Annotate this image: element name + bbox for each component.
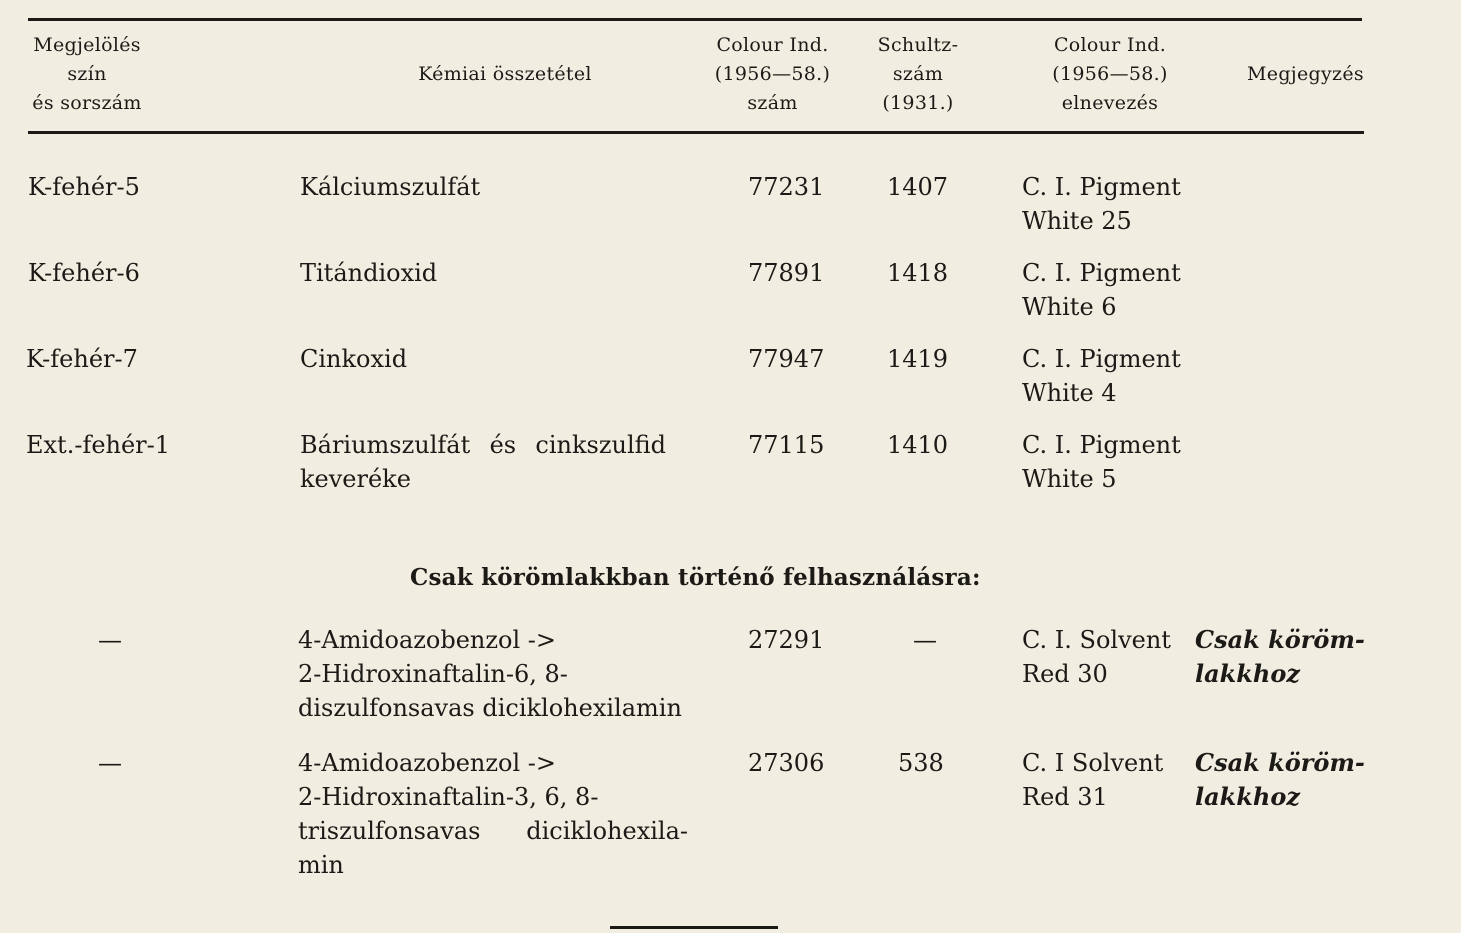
header-line: (1931.) [882, 92, 954, 114]
header-line: és sorszám [32, 92, 142, 114]
remark-line: lakkhoz [1195, 782, 1301, 811]
header-line: Kémiai összetétel [418, 63, 592, 85]
header-schultz [858, 31, 978, 118]
composition-line: Kálciumszulfát [300, 173, 481, 201]
row-1-ci-name [1022, 170, 1181, 238]
row-2-composition [300, 256, 437, 290]
remark-line: Csak köröm- [1195, 625, 1365, 654]
row-3-schultz: 1419 [887, 345, 949, 373]
ci-name-line: Red 31 [1022, 783, 1108, 811]
ci-name-line: C. I. Pigment [1022, 431, 1181, 459]
header-line: elnevezés [1061, 92, 1159, 114]
row-2-ci-name [1022, 256, 1181, 324]
header-ci-number [695, 31, 850, 118]
header-remark [1228, 60, 1383, 89]
composition-line: triszulfonsavas diciklohexila- [298, 817, 688, 845]
ci-name-line: White 5 [1022, 465, 1117, 493]
nail-row-2-composition [298, 746, 688, 882]
header-line: Colour Ind. [1053, 34, 1167, 56]
ci-name-line: White 25 [1022, 207, 1132, 235]
remark-line: Csak köröm- [1195, 748, 1365, 777]
ci-name-line: White 6 [1022, 293, 1117, 321]
row-4-schultz: 1410 [887, 431, 949, 459]
composition-line: 2-Hidroxinaftalin-3, 6, 8- [298, 783, 599, 811]
nail-row-2-schultz: 538 [898, 749, 944, 777]
nail-row-1-composition [298, 623, 682, 725]
composition-line: 2-Hidroxinaftalin-6, 8- [298, 660, 568, 688]
nail-row-2-ci-name [1022, 746, 1163, 814]
nail-row-2-designation: — [98, 749, 122, 777]
header-designation [22, 31, 152, 118]
composition-line: 4-Amidoazobenzol -> [298, 749, 556, 777]
nail-row-1-ci-number: 27291 [748, 626, 825, 654]
row-1-designation: K-fehér-5 [28, 173, 140, 201]
remark-line: lakkhoz [1195, 659, 1301, 688]
row-3-designation: K-fehér-7 [26, 345, 138, 373]
row-3-composition [300, 342, 407, 376]
ci-name-line: C. I. Pigment [1022, 345, 1181, 373]
header-rule [28, 131, 1364, 134]
composition-line: min [298, 851, 344, 879]
header-line: Megjelölés [33, 34, 141, 56]
header-line: Schultz- [877, 34, 959, 56]
bottom-rule [610, 926, 778, 929]
top-rule [28, 18, 1362, 21]
nail-row-1-designation: — [98, 626, 122, 654]
row-2-designation: K-fehér-6 [28, 259, 140, 287]
header-composition [380, 60, 630, 89]
header-line: Megjegyzés [1247, 63, 1364, 85]
row-1-schultz: 1407 [887, 173, 949, 201]
section-title: Csak körömlakkban történő felhasználásra: [410, 564, 981, 591]
header-line: (1956—58.) [1052, 63, 1168, 85]
ci-name-line: White 4 [1022, 379, 1117, 407]
composition-line: keveréke [300, 465, 411, 493]
row-4-ci-number: 77115 [748, 431, 825, 459]
header-line: (1956—58.) [714, 63, 831, 85]
composition-line: Báriumszulfát és cinkszulfid [300, 431, 666, 459]
row-4-ci-name [1022, 428, 1181, 496]
row-1-composition [300, 170, 480, 204]
row-2-ci-number: 77891 [748, 259, 825, 287]
row-1-ci-number: 77231 [748, 173, 825, 201]
nail-row-1-ci-name [1022, 623, 1171, 691]
composition-line: diszulfonsavas diciklohexilamin [298, 694, 682, 722]
header-line: szín [67, 63, 107, 85]
ci-name-line: Red 30 [1022, 660, 1108, 688]
composition-line: Titándioxid [300, 259, 438, 287]
ci-name-line: C. I. Pigment [1022, 173, 1181, 201]
row-4-composition [300, 428, 666, 496]
composition-line: 4-Amidoazobenzol -> [298, 626, 556, 654]
header-line: Colour Ind. [716, 34, 829, 56]
nail-row-2-remark [1195, 746, 1365, 814]
ci-name-line: C. I. Solvent [1022, 626, 1171, 654]
composition-line: Cinkoxid [300, 345, 408, 373]
ci-name-line: C. I Solvent [1022, 749, 1164, 777]
row-2-schultz: 1418 [887, 259, 949, 287]
nail-row-2-ci-number: 27306 [748, 749, 825, 777]
header-line: szám [892, 63, 944, 85]
row-3-ci-name [1022, 342, 1181, 410]
nail-row-1-schultz: — [913, 626, 937, 654]
row-3-ci-number: 77947 [748, 345, 825, 373]
header-ci-name [1030, 31, 1190, 118]
ci-name-line: C. I. Pigment [1022, 259, 1181, 287]
header-line: szám [747, 92, 798, 114]
row-4-designation: Ext.-fehér-1 [26, 431, 171, 459]
nail-row-1-remark [1195, 623, 1365, 691]
